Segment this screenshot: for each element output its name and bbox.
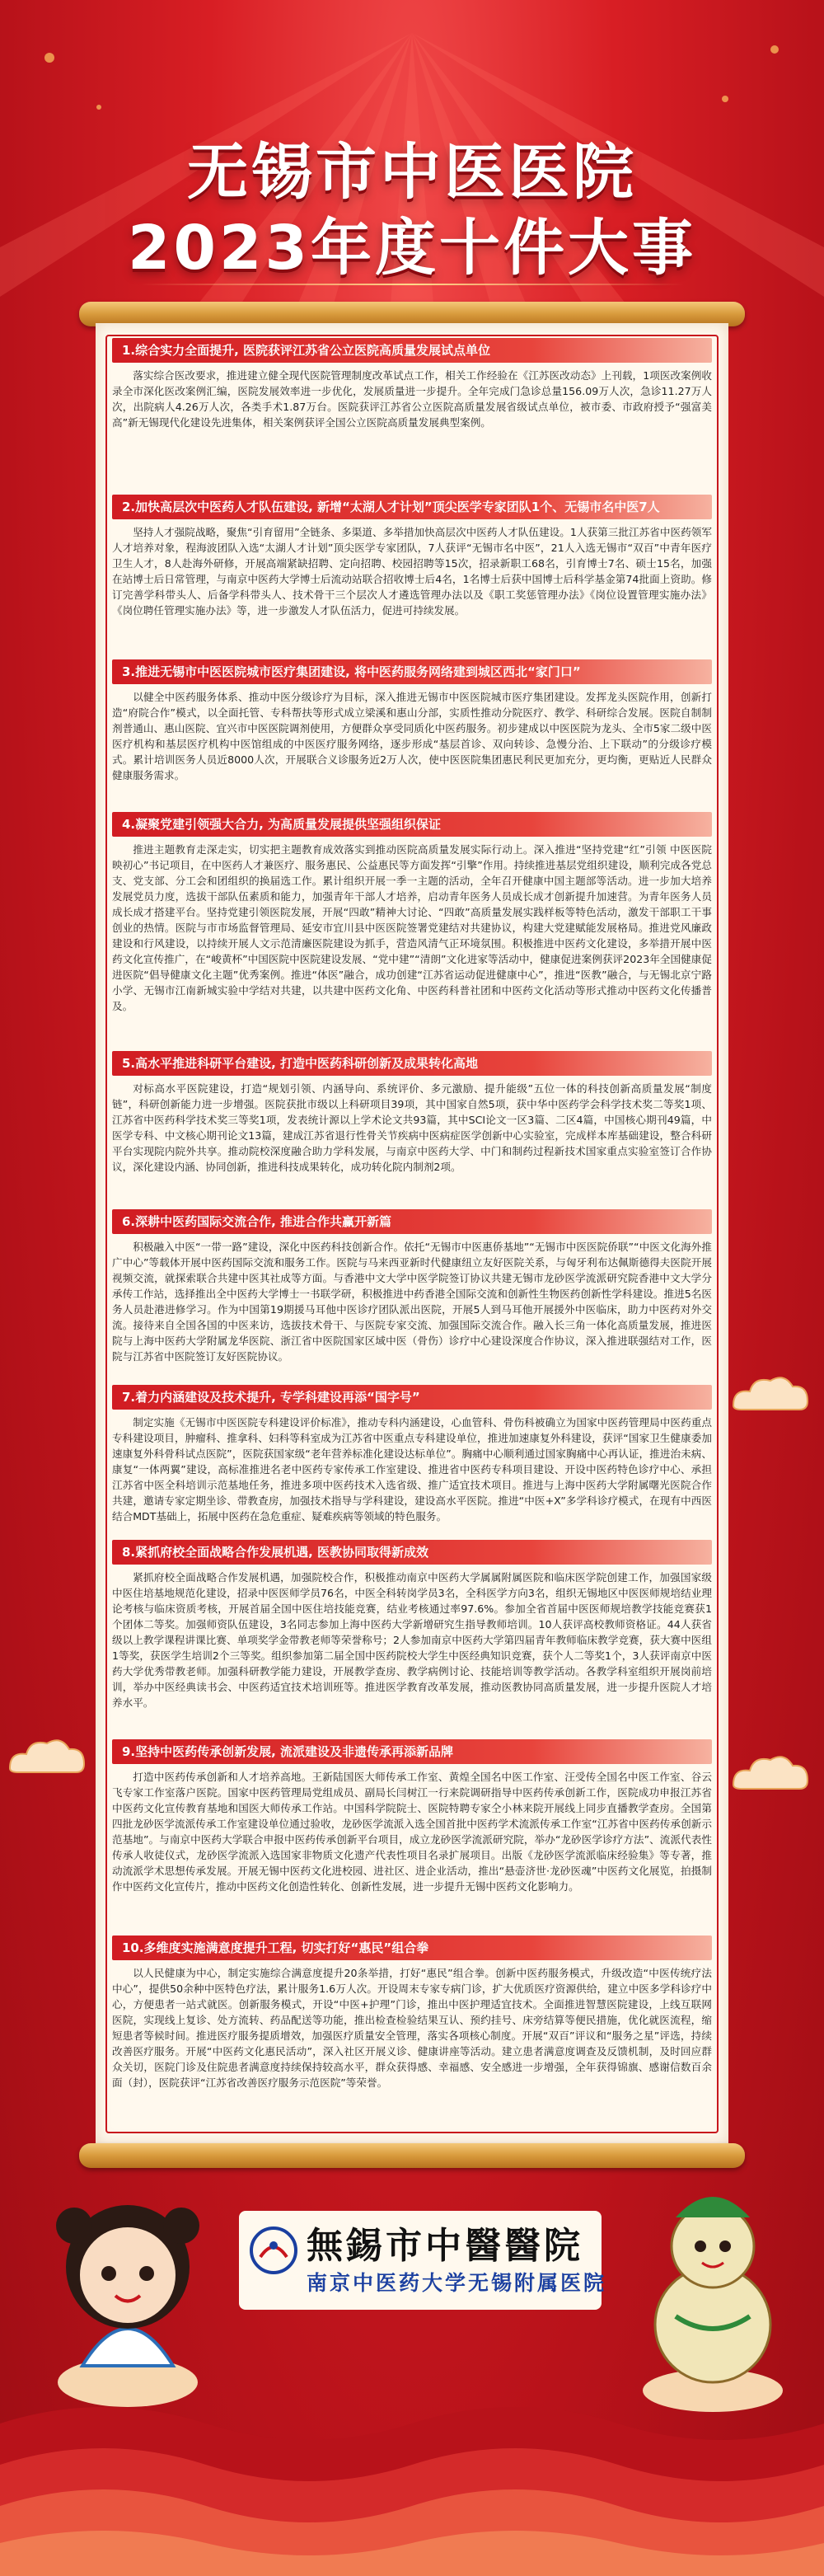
event-body: 以健全中医药服务体系、推动中医分级诊疗为目标，深入推进无锡市中医医院城市医疗集团建设。发挥龙头医院作用，创新打造“府院合作”模式，以全面托管、专科帮扶等形式成立梁溪和惠山分部，实质性推动分院医疗、教学、科研综合发展。医院自制制剂普通山、惠山医院、宜兴市中医医院调剂使用，方便群众享受同质化中医药服务。初步建成以中医医院为龙头、全市5家二级中医医疗机构和基层医疗机构中医馆组成的中医医疗服务网络，逐步形成“基层首诊、双向转诊、急慢分治、上下联动”的分级诊疗模式。累计培训医务人员近8000人次，开展联合义诊服务近2万人次，使中医医院集团惠民利民更加充分，更均衡，更贴近人民群众健康服务需求。 [112,691,712,781]
event-body: 制定实施《无锡市中医医院专科建设评价标准》，推动专科内涵建设，心血管科、骨伤科被确立为国家中医药管理局中医药重点专科建设项目，肿瘤科、推拿科、妇科等科室成为江苏省中医重点专科建设单位，推进加速康复外科建设，获评“国家卫生健康委加速康复外科骨科试点医院”，医院获国家级“老年营养标准化建设达标单位”。胸痛中心顺利通过国家胸痛中心再认证，推进治未病、康复“一体两翼”建设，高标准推进名老中医药专家传承工作室建设、推进省中医药专科项目建设、开设中医药特色诊疗中心、承担江苏省中医全科培训示范基地任务，推进多项中医药技术入选省级、推广适宜技术项目。推进与上海中医药大学附属曙光医院合作共建，邀请专家定期坐诊、带教查房，加强技术指导与学科建设，建设高水平医院。推进“中医+X”多学科诊疗模式，在现有中西医结合MDT基础上，拓展中医药在急危重症、疑难疾病等领域的特色服务。 [112,1416,712,1523]
scroll-roller-bottom [79,2143,745,2168]
event-section-5 [112,1051,712,1175]
event-title: 9.坚持中医药传承创新发展, 流派建设及非遗传承再添新品牌 [112,1739,712,1764]
event-title: 5.高水平推进科研平台建设, 打造中医药科研创新及成果转化高地 [112,1051,712,1076]
auspicious-cloud-icon [2,1731,92,1781]
page-title: 无锡市中医医院 [187,137,637,208]
event-section-4 [112,812,712,1014]
event-section-9 [112,1739,712,1894]
event-body: 落实综合医改要求，推进建立健全现代医院管理制度改革试点工作，相关工作经验在《江苏医改动态》上刊载，1项医改案例收录全市深化医改案例汇编，医院发展效率进一步优化，发展质量进一步提升。全年完成门急诊总量156.09万人次，急诊11.27万人次，出院病人4.26万人次，各类手术1.87万台。医院获评江苏省公立医院高质量发展省级试点单位，被市委、市政府授予“强富美高”新无锡现代化建设先进集体，相关案例获评全国公立医院高质量发展典型案例。 [112,369,712,429]
event-body: 积极融入中医“一带一路”建设，深化中医药科技创新合作。依托“无锡市中医惠侨基地”“无锡市中医医院侨联”“中医文化海外推广中心”等载体开展中医药国际交流和服务工作。医院与马来西亚新时代健康纽立友好医院关系，与匈牙利布达佩斯德得夫医院开展视频交流，就探索联合共建中医其社成等方面。与香港中文大学中医学院签订协议共建无锡市龙砂医学流派研究院香港中文大学分承传工作站，选择推出全中医药大学博士一书联学研，积极推进中药香港全国际交流和创新性生物医药创新性学科建设。推进5名医务人员赴港进修学习。作为中国第19期援马耳他中医诊疗团队派出医院，开展5人到马耳他开展援外中医临床，助力中医药对外交流。接待来自全国各国的中医来访，选拔技术骨干、与医院专家交流、加强国际交流合作。融入长三角一体化高质量发展，推进医院与上海中医药大学附属龙华医院、浙江省中医院国家区域中医（骨伤）诊疗中心建设深度合作协议，深入推进联强结对工作，医院与江苏省中医院签订友好医院协议。 [112,1241,712,1363]
event-title: 8.紧抓府校全面战略合作发展机遇, 医教协同取得新成效 [112,1540,712,1565]
event-body: 对标高水平医院建设，打造“规划引领、内涵导向、系统评价、多元激励、提升能级”五位一体的科技创新高质量发展“制度链”，科研创新能力进一步增强。医院获批市级以上科研项目39项，其中国家自然5项，获中华中医药学会科学技术奖二等奖1项、江苏省中医药科学技术奖三等奖1项，发表统计源以上学术论文共93篇，其中SCI论文一区3篇、二区4篇，中国核心期刊49篇，中医学专科、中文核心期刊论文13篇，建成江苏省退行性骨关节疾病中医病症医学创新中心实验室，完成样本库基础建设，整合科研平台实现院内院外共享。推动院校深度融合助力学科发展，与南京中医药大学、中门和制药过程新技术国家重点实验室签订合作协议，深化建设内涵、协同创新，推进科技成果转化，成功转化院内制剂2项。 [112,1082,712,1173]
girl-mascot [33,2176,222,2415]
gourd-mascot [618,2168,808,2415]
event-title: 2.加快高层次中医药人才队伍建设, 新增“太湖人才计划”顶尖医学专家团队1个、无锡市名中医7人 [112,495,712,519]
event-section-3 [112,659,712,783]
event-body: 坚持人才强院战略，聚焦“引育留用”全链条、多渠道、多举措加快高层次中医药人才队伍建设。1人获第三批江苏省中医药领军人才培养对象，程海波团队入选“太湖人才计划”顶尖医学专家团队，7人获评“无锡市名中医”，21人入选无锡市“双百”中青年医疗卫生人才，8人赴海外研修，开展高端紧缺招聘、定向招聘、校园招聘等15次，招录新职工68名，引育博士7名、硕士15名，加强在站博士后日常管理，与南京中医药大学博士后流动站联合招收博士后4名，1名博士后获中国博士后科学基金第74批面上资助。修订完善学科带头人、后备学科带头人、技术骨干三个层次人才遴选管理办法以及《职工奖惩管理办法》《岗位设置管理实施办法》《岗位聘任管理实施办法》等，进一步激发人才队伍活力，促进可持续发展。 [112,526,712,617]
event-section-6 [112,1209,712,1364]
event-body: 紧抓府校全面战略合作发展机遇，加强院校合作，积极推动南京中医药大学属属附属医院和临床医学院创建工作，加强国家级中医住培基地规范化建设，招录中医医师学员76名，中医全科转岗学员3名，全科医学方向3名，组织无锡地区中医医师规培结业理论考核与临床资质考核，开展首届全国中医住培技能竞赛，结业考核通过率97.6%。参加全省首届中医医师规培教学技能竞赛获1个团体二等奖。加强师资队伍建设，3名同志参加上海中医药大学新增研究生指导教师培训。10人获评高校教师资格证。44人获省级以上教学课程讲课比赛、单项奖学金带教老师等荣誉称号；2人参加南京中医药大学第四届青年教师临床教学竞赛，获大赛中医组1等奖，获医学生培训2个三等奖。组织参加第二届全国中医药院校大学生中医经典知识竞赛，获个人二等奖1个，3人获评南京中医药大学优秀带教老师。加强科研教学能力建设，开展教学查房、教学病例讨论、技能培训等教学活动。各教学科室组织开展岗前培训，举办中医经典读书会、中医药适宜技术培训班等。推进医学教育改革发展，推动医教协同高质量发展，进一步提升医院人才培养水平。 [112,1571,712,1709]
event-body: 以人民健康为中心，制定实施综合满意度提升20条举措，打好“惠民”组合拳。创新中医药服务模式，升级改造“中医传统疗法中心”，提供50余种中医特色疗法，累计服务1.6万人次。开设周末专家专病门诊，扩大优质医疗资源供给，建立中医多学科诊疗中心，方便患者一站式就医。创新服务模式，开设“中医+护理”门诊，推出中医护理适宜技术。全面推进智慧医院建设，上线互联网医院，实现线上复诊、处方流转、药品配送等功能，推出检查检验结果互认、预约挂号、床旁结算等便民措施，优化就医流程，缩短患者等候时间。推进医疗服务提质增效，加强医疗质量安全管理，落实各项核心制度。开展“双百”评议和“服务之星”评选，持续改善医疗服务。开展“中医药文化惠民活动”，深入社区开展义诊、健康讲座等活动。建立患者满意度调查及反馈机制，及时回应群众关切，医院门诊及住院患者满意度持续保持较高水平，群众获得感、幸福感、安全感进一步增强，全年获得锦旗、感谢信数百余面（封），医院获评“江苏省改善医疗服务示范医院”等荣誉。 [112,1967,712,2089]
event-body: 推进主题教育走深走实，切实把主题教育成效落实到推动医院高质量发展实际行动上。深入推进“坚持党建“红”引领 中医医院映初心”书记项目，在中医药人才兼医疗、服务惠民、公益惠民等方面发挥“引擎”作用。持续推进基层党组织建设，顺利完成各党总支、党支部、分工会和团组织的换届选工作。累计组织开展一季一主题的活动，全年召开健康中国主题部等活动。进一步加大培养发展党员力度，选拔干部队伍素质和能力，加强青年干部人才培养，启动青年医务人员成长成才创新提升加速营。为青年医务人员成长成才搭建平台。坚持党建引领医院发展，开展“四敢”精神大讨论、“四敢”高质量发展实践样板等特色活动，激发干部职工干事创业的热情。医院与市市场监督管理局、延安市宜川县中医医院签署党建结对共建协议，构建大党建赋能发展格局。推进党风廉政建设和行风建设，以持续开展人文示范清廉医院建设为抓手，营造风清气正环境氛围。积极推进中医药文化建设，多举措开展中医药文化宣传推广，在“峻黄杯”中国医院中医院建设发展、“党中建”“清朗”文化进家等活动中，健康促进案例获评2023年全国健康促进医院“倡导健康文化主题”优秀案例。推进“体医”融合，成功创建“江苏省运动促进健康中心”，推进“医教”融合，与无锡北京宁路小学、无锡市江南新城实验中学结对共建，以共建中医药文化角、中医药科普社团和中医药文化活动等形式推动中医药文化传播普及。 [112,843,712,1012]
event-section-7 [112,1385,712,1524]
hospital-affiliation: 南京中医药大学无锡附属医院 [307,2271,607,2295]
event-title: 4.凝聚党建引领强大合力, 为高质量发展提供坚强组织保证 [112,812,712,837]
event-section-2 [112,495,712,618]
event-title: 3.推进无锡市中医医院城市医疗集团建设, 将中医药服务网络建到城区西北“家门口” [112,659,712,684]
event-title: 1.综合实力全面提升, 医院获评江苏省公立医院高质量发展试点单位 [112,338,712,363]
event-title: 6.深耕中医药国际交流合作, 推进合作共赢开新篇 [112,1209,712,1234]
event-body: 打造中医药传承创新和人才培养高地。王新陆国医大师传承工作室、黄煌全国名中医工作室、汪受传全国名中医工作室、谷云飞专家工作室落户医院。国家中医药管理局党组成员、副局长闫树江一行来院调研指导中医药传承创新工作，医院成功申报江苏省中医药文化宣传教育基地和国医大师传承工作站。中国科学院院士、医院特聘专家仝小林来院开展线上同步直播教学查房。全国第四批龙砂医学流派传承工作室建设单位通过验收，龙砂医学流派入选全国首批中医药学术流派传承工作室“江苏省中医药传承创新示范基地”。与南京中医药大学联合申报中医药传承创新平台项目，成立龙砂医学流派研究院，举办“龙砂医学诊疗方法”、流派代表性传承人收徒仪式，龙砂医学流派入选国家非物质文化遗产代表性项目名录扩展项目。出版《龙砂医学流派临床经验集》等专著，推动流派学术思想传承发展。开展无锡中医药文化进校园、进社区、进企业活动，推出“悬壶济世·龙砂医魂”中医药文化展览，拍摄制作中医药文化宣传片，推动中医药文化创造性转化、创新性发展，进一步提升无锡中医药文化影响力。 [112,1771,712,1893]
event-title: 7.着力内涵建设及技术提升, 专学科建设再添“国字号” [112,1385,712,1410]
title-divider [140,284,684,285]
event-section-1 [112,338,712,430]
hospital-emblem-icon [249,2226,298,2275]
hospital-name-logo: 無錫市中醫醫院 [307,2225,583,2267]
page-subtitle: 2023年度十件大事 [128,213,696,284]
event-section-10 [112,1936,712,2090]
event-section-8 [112,1540,712,1710]
auspicious-cloud-icon [725,1748,816,1797]
event-title: 10.多维度实施满意度提升工程, 切实打好“惠民”组合拳 [112,1936,712,1960]
auspicious-cloud-icon [725,1368,816,1418]
